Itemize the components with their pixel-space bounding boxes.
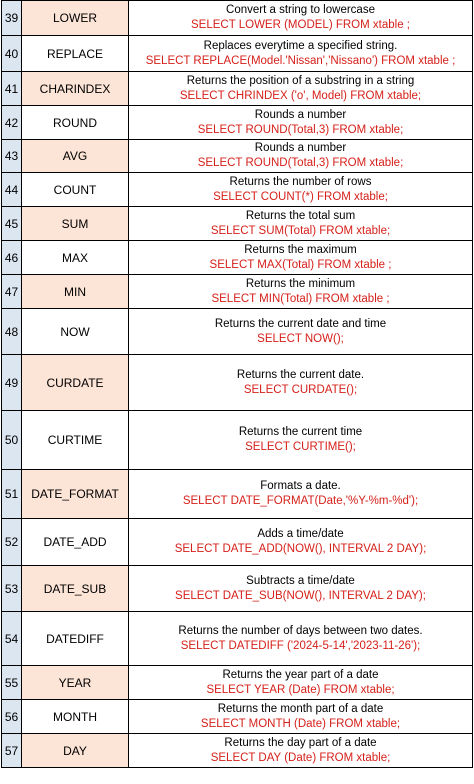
table-row	[2, 519, 473, 566]
function-description-cell	[129, 106, 473, 140]
function-description-cell	[129, 207, 473, 241]
function-name: COUNT	[22, 173, 129, 207]
row-number: 42	[2, 106, 22, 140]
function-name: DATE_SUB	[22, 566, 129, 612]
function-description-cell	[129, 470, 473, 519]
table-row	[2, 666, 473, 700]
description-text: Returns the current date and time	[214, 317, 387, 330]
row-number: 43	[2, 140, 22, 173]
function-description-cell	[129, 411, 473, 470]
row-number: 53	[2, 566, 22, 612]
function-description-cell	[129, 36, 473, 72]
function-name: AVG	[22, 140, 129, 173]
sql-example: SELECT DAY (Date) FROM xtable;	[210, 751, 391, 764]
description-text: Returns the total sum	[245, 209, 356, 222]
description-text: Returns the year part of a date	[222, 668, 379, 681]
table-row	[2, 612, 473, 666]
sql-example: SELECT MAX(Total) FROM xtable ;	[209, 258, 392, 271]
table-row	[2, 734, 473, 768]
row-number: 50	[2, 411, 22, 470]
row-number: 48	[2, 309, 22, 355]
description-text: Formats a date.	[260, 480, 341, 492]
description-text: Returns the current time	[238, 426, 363, 438]
sql-example: SELECT DATE_ADD(NOW(), INTERVAL 2 DAY);	[174, 543, 427, 555]
sql-example: SELECT DATE_SUB(NOW(), INTERVAL 2 DAY);	[175, 589, 426, 602]
function-description-cell	[129, 173, 473, 207]
sql-example: SELECT CURDATE();	[243, 383, 358, 396]
table-row	[2, 566, 473, 612]
function-name: LOWER	[22, 1, 129, 36]
table-row	[2, 36, 473, 72]
table-row	[2, 700, 473, 734]
function-name: CURTIME	[22, 411, 129, 470]
sql-example: SELECT CURTIME();	[245, 441, 356, 453]
table-row	[2, 106, 473, 140]
table-row	[2, 173, 473, 207]
description-text: Returns the maximum	[244, 243, 357, 256]
sql-functions-table	[1, 0, 473, 768]
description-text: Returns the month part of a date	[217, 702, 384, 715]
table-row	[2, 470, 473, 519]
table-row	[2, 355, 473, 411]
function-description-cell	[129, 355, 473, 411]
function-name: CHARINDEX	[22, 72, 129, 106]
row-number: 56	[2, 700, 22, 734]
function-description-cell	[129, 700, 473, 734]
description-text: Returns the number of rows	[229, 175, 372, 188]
row-number: 45	[2, 207, 22, 241]
row-number: 49	[2, 355, 22, 411]
sql-example: SELECT COUNT(*) FROM xtable;	[213, 190, 388, 203]
function-name: NOW	[22, 309, 129, 355]
function-name: CURDATE	[22, 355, 129, 411]
table-row	[2, 140, 473, 173]
sql-example: SELECT ROUND(Total,3) FROM xtable;	[197, 157, 404, 169]
description-text: Rounds a number	[254, 142, 347, 154]
row-number: 57	[2, 734, 22, 768]
table-row	[2, 309, 473, 355]
function-description-cell	[129, 734, 473, 768]
sql-example: SELECT REPLACE(Model.'Nissan','Nissano') FROM xtable ;	[145, 54, 456, 67]
sql-example: SELECT LOWER (MODEL) FROM xtable ;	[191, 19, 410, 31]
description-text: Convert a string to lowercase	[226, 4, 375, 16]
sql-example: SELECT YEAR (Date) FROM xtable;	[206, 683, 395, 696]
function-description-cell	[129, 612, 473, 666]
row-number: 52	[2, 519, 22, 566]
sql-example: SELECT SUM(Total) FROM xtable;	[210, 224, 391, 237]
description-text: Replaces everytime a specified string.	[203, 39, 398, 52]
sql-example: SELECT MIN(Total) FROM xtable ;	[211, 292, 390, 305]
table-row	[2, 207, 473, 241]
sql-example: SELECT MONTH (Date) FROM xtable;	[200, 717, 401, 730]
row-number: 55	[2, 666, 22, 700]
row-number: 40	[2, 36, 22, 72]
table-row	[2, 72, 473, 106]
sql-example: SELECT NOW();	[257, 332, 344, 345]
function-description-cell	[129, 140, 473, 173]
function-description-cell	[129, 275, 473, 309]
sql-example: SELECT CHRINDEX ('o', Model) FROM xtable;	[179, 89, 422, 102]
sql-example: SELECT DATE_FORMAT(Date,'%Y-%m-%d');	[182, 495, 419, 507]
function-name: DATEDIFF	[22, 612, 129, 666]
function-description-cell	[129, 1, 473, 36]
sql-example: SELECT DATEDIFF ('2024-5-14','2023-11-26');	[180, 639, 421, 652]
table-row	[2, 275, 473, 309]
row-number: 41	[2, 72, 22, 106]
description-text: Returns the current date.	[236, 368, 365, 381]
function-description-cell	[129, 309, 473, 355]
description-text: Adds a time/date	[257, 528, 344, 540]
function-name: MONTH	[22, 700, 129, 734]
row-number: 54	[2, 612, 22, 666]
table-row	[2, 241, 473, 275]
function-name: ROUND	[22, 106, 129, 140]
function-description-cell	[129, 666, 473, 700]
function-description-cell	[129, 241, 473, 275]
description-text: Returns the number of days between two dates.	[178, 624, 423, 637]
row-number: 39	[2, 1, 22, 36]
function-description-cell	[129, 519, 473, 566]
function-description-cell	[129, 566, 473, 612]
function-name: DAY	[22, 734, 129, 768]
description-text: Subtracts a time/date	[246, 574, 355, 587]
row-number: 47	[2, 275, 22, 309]
function-description-cell	[129, 72, 473, 106]
description-text: Rounds a number	[254, 108, 347, 121]
description-text: Returns the minimum	[245, 277, 356, 290]
function-name: YEAR	[22, 666, 129, 700]
row-number: 46	[2, 241, 22, 275]
row-number: 44	[2, 173, 22, 207]
row-number: 51	[2, 470, 22, 519]
description-text: Returns the position of a substring in a string	[186, 74, 415, 87]
function-name: MAX	[22, 241, 129, 275]
sql-example: SELECT ROUND(Total,3) FROM xtable;	[197, 123, 404, 136]
function-name: MIN	[22, 275, 129, 309]
function-name: DATE_FORMAT	[22, 470, 129, 519]
table-row	[2, 411, 473, 470]
function-name: REPLACE	[22, 36, 129, 72]
table-row	[2, 1, 473, 36]
function-name: SUM	[22, 207, 129, 241]
function-name: DATE_ADD	[22, 519, 129, 566]
description-text: Returns the day part of a date	[224, 736, 377, 749]
